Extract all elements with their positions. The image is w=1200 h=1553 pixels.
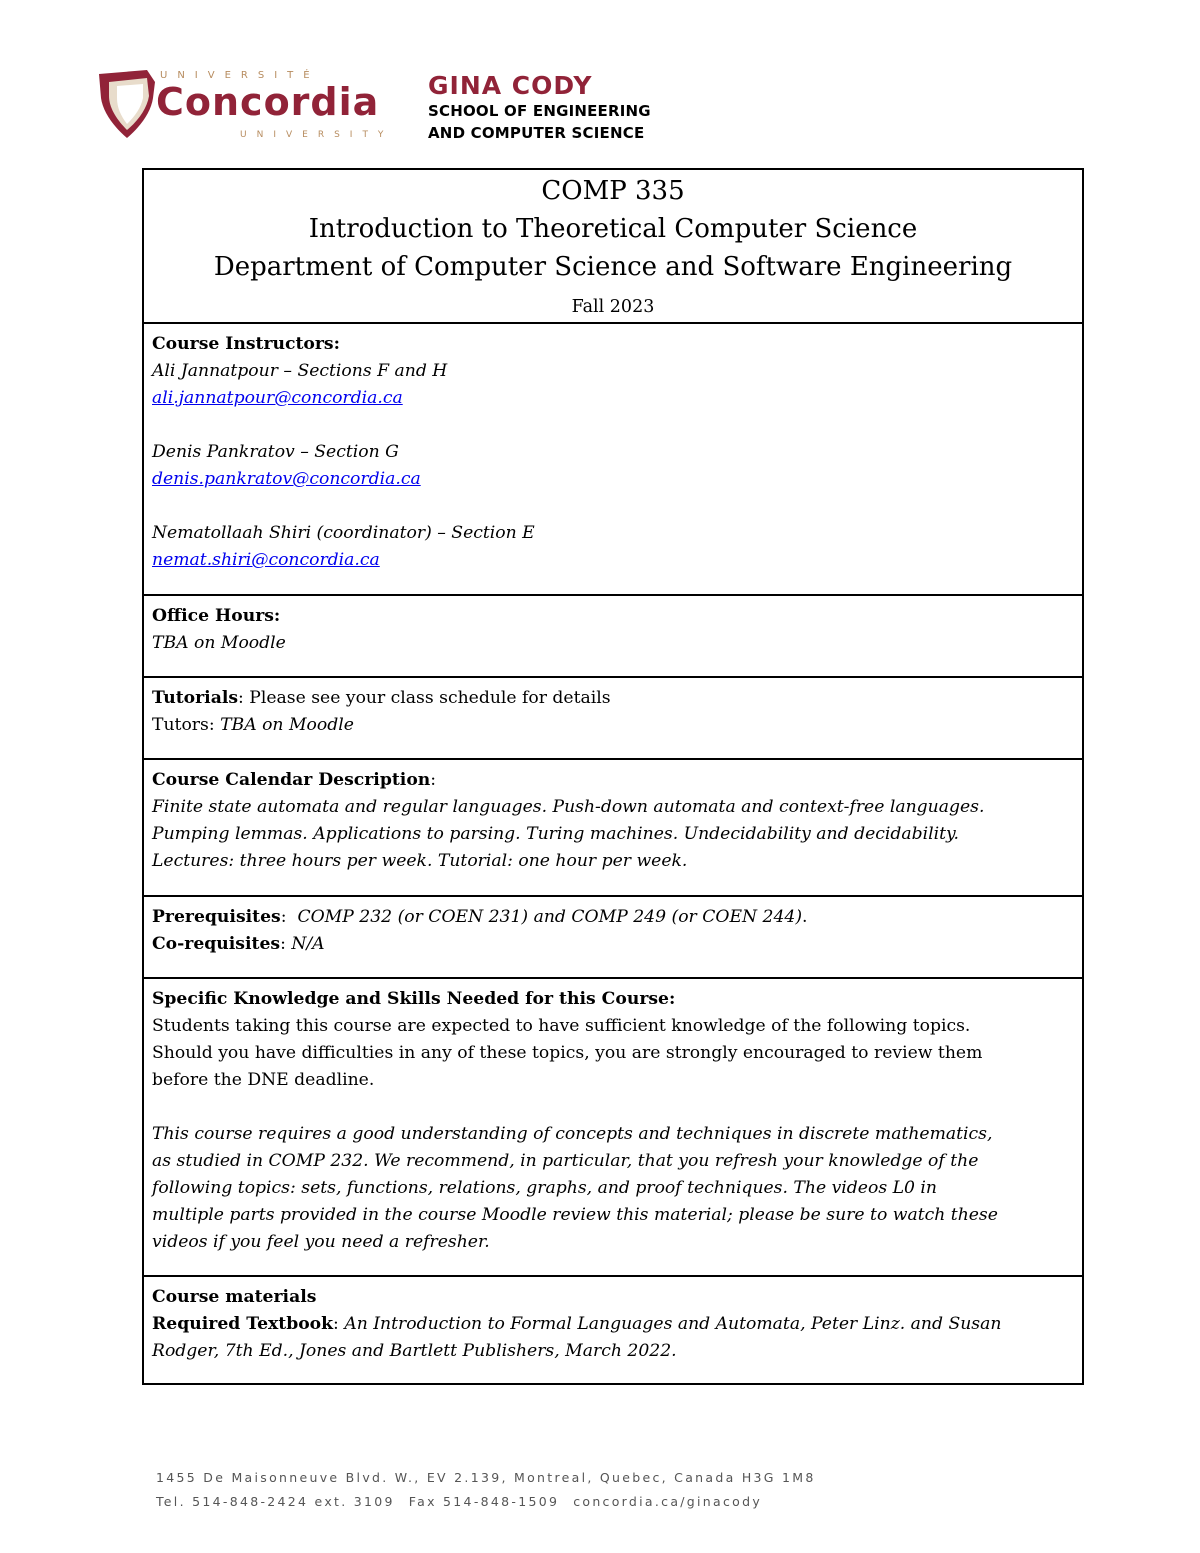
- prerequisites-value: COMP 232 (or COEN 231) and COMP 249 (or COEN 244): [297, 907, 803, 927]
- instructor-label: Denis Pankratov – Section G: [152, 442, 399, 462]
- knowledge-para2-line: following topics: sets, functions, relations, graphs, and proof techniques. The videos L0 in: [152, 1178, 937, 1198]
- course-term: Fall 2023: [571, 297, 655, 317]
- footer: [156, 1466, 816, 1514]
- prerequisites-colon: :: [280, 907, 298, 927]
- course-department: Department of Computer Science and Software Engineering: [213, 252, 1013, 282]
- university-name: Concordia: [156, 80, 380, 124]
- knowledge-para2-line: multiple parts provided in the course Moodle review this material; please be sure to watch these: [152, 1205, 998, 1225]
- footer-web[interactable]: concordia.ca/ginacody: [573, 1494, 763, 1509]
- office-hours-value: TBA on Moodle: [152, 633, 286, 653]
- instructors-section: [142, 322, 1084, 594]
- knowledge-para2-line: This course requires a good understanding of concepts and techniques in discrete mathematics,: [152, 1124, 993, 1144]
- course-name: Introduction to Theoretical Computer Science: [308, 214, 918, 244]
- concordia-crest-icon: [97, 68, 157, 140]
- calendar-line: Pumping lemmas. Applications to parsing. Turing machines. Undecidability and decidability.: [152, 824, 959, 844]
- knowledge-para1-line: Should you have difficulties in any of these topics, you are strongly encouraged to review them: [152, 1043, 983, 1063]
- calendar-line: Finite state automata and regular languages. Push-down automata and context-free languages.: [152, 797, 985, 817]
- instructor-label: Ali Jannatpour – Sections F and H: [152, 361, 448, 381]
- instructors-heading: Course Instructors:: [152, 334, 340, 354]
- school-line-3: AND COMPUTER SCIENCE: [428, 124, 645, 142]
- office-hours-section: [142, 594, 1084, 676]
- school-logo: [428, 72, 651, 144]
- footer-address: 1455 De Maisonneuve Blvd. W., EV 2.139, Montreal, Quebec, Canada H3G 1M8: [156, 1470, 816, 1485]
- calendar-colon: :: [430, 770, 437, 790]
- knowledge-heading: Specific Knowledge and Skills Needed for this Course:: [152, 989, 676, 1009]
- tutors-label: Tutors:: [152, 715, 221, 735]
- calendar-heading: Course Calendar Description: [152, 770, 431, 790]
- university-french-label: UNIVERSITÉ: [160, 70, 320, 81]
- textbook-colon: :: [333, 1314, 345, 1334]
- office-hours-heading: Office Hours:: [152, 606, 281, 626]
- university-english-label: UNIVERSITY: [240, 130, 394, 140]
- textbook-line: Rodger, 7th Ed., Jones and Bartlett Publishers, March 2022.: [152, 1341, 677, 1361]
- prerequisites-heading: Prerequisites: [152, 907, 281, 927]
- knowledge-para2-line: as studied in COMP 232. We recommend, in particular, that you refresh your knowledge of the: [152, 1151, 979, 1171]
- knowledge-para1-line: Students taking this course are expected to have sufficient knowledge of the following topics.: [152, 1016, 971, 1036]
- instructor-email-link[interactable]: ali.jannatpour@concordia.ca: [152, 388, 403, 408]
- footer-tel: Tel. 514-848-2424 ext. 3109: [156, 1494, 395, 1509]
- calendar-description-section: [142, 758, 1084, 895]
- corequisites-heading: Co-requisites: [152, 934, 281, 954]
- instructor-email-link[interactable]: nemat.shiri@concordia.ca: [152, 550, 380, 570]
- prerequisites-section: [142, 895, 1084, 977]
- tutorials-section: [142, 676, 1084, 758]
- tutorials-text: : Please see your class schedule for details: [238, 688, 611, 708]
- corequisites-value: N/A: [291, 934, 325, 954]
- instructor-email-link[interactable]: denis.pankratov@concordia.ca: [152, 469, 421, 489]
- knowledge-para2-line: videos if you feel you need a refresher.: [152, 1232, 490, 1252]
- textbook-line: An Introduction to Formal Languages and Automata, Peter Linz. and Susan: [344, 1314, 1002, 1334]
- knowledge-section: [142, 977, 1084, 1275]
- corequisites-colon: :: [280, 934, 292, 954]
- calendar-line: Lectures: three hours per week. Tutorial: one hour per week.: [152, 851, 688, 871]
- school-line-2: SCHOOL OF ENGINEERING: [428, 102, 651, 120]
- instructor-label: Nematollaah Shiri (coordinator) – Section E: [152, 523, 535, 543]
- knowledge-para1-line: before the DNE deadline.: [152, 1070, 375, 1090]
- course-title-block: [142, 170, 1084, 318]
- tutorials-heading: Tutorials: [152, 688, 239, 708]
- materials-heading: Course materials: [152, 1287, 317, 1307]
- prerequisites-end: .: [802, 907, 808, 927]
- textbook-label: Required Textbook: [152, 1314, 334, 1334]
- school-name: GINA CODY: [428, 71, 593, 100]
- course-code: COMP 335: [541, 176, 685, 206]
- materials-section: [142, 1275, 1084, 1383]
- footer-fax: Fax 514-848-1509: [408, 1494, 560, 1509]
- tutors-value: TBA on Moodle: [220, 715, 354, 735]
